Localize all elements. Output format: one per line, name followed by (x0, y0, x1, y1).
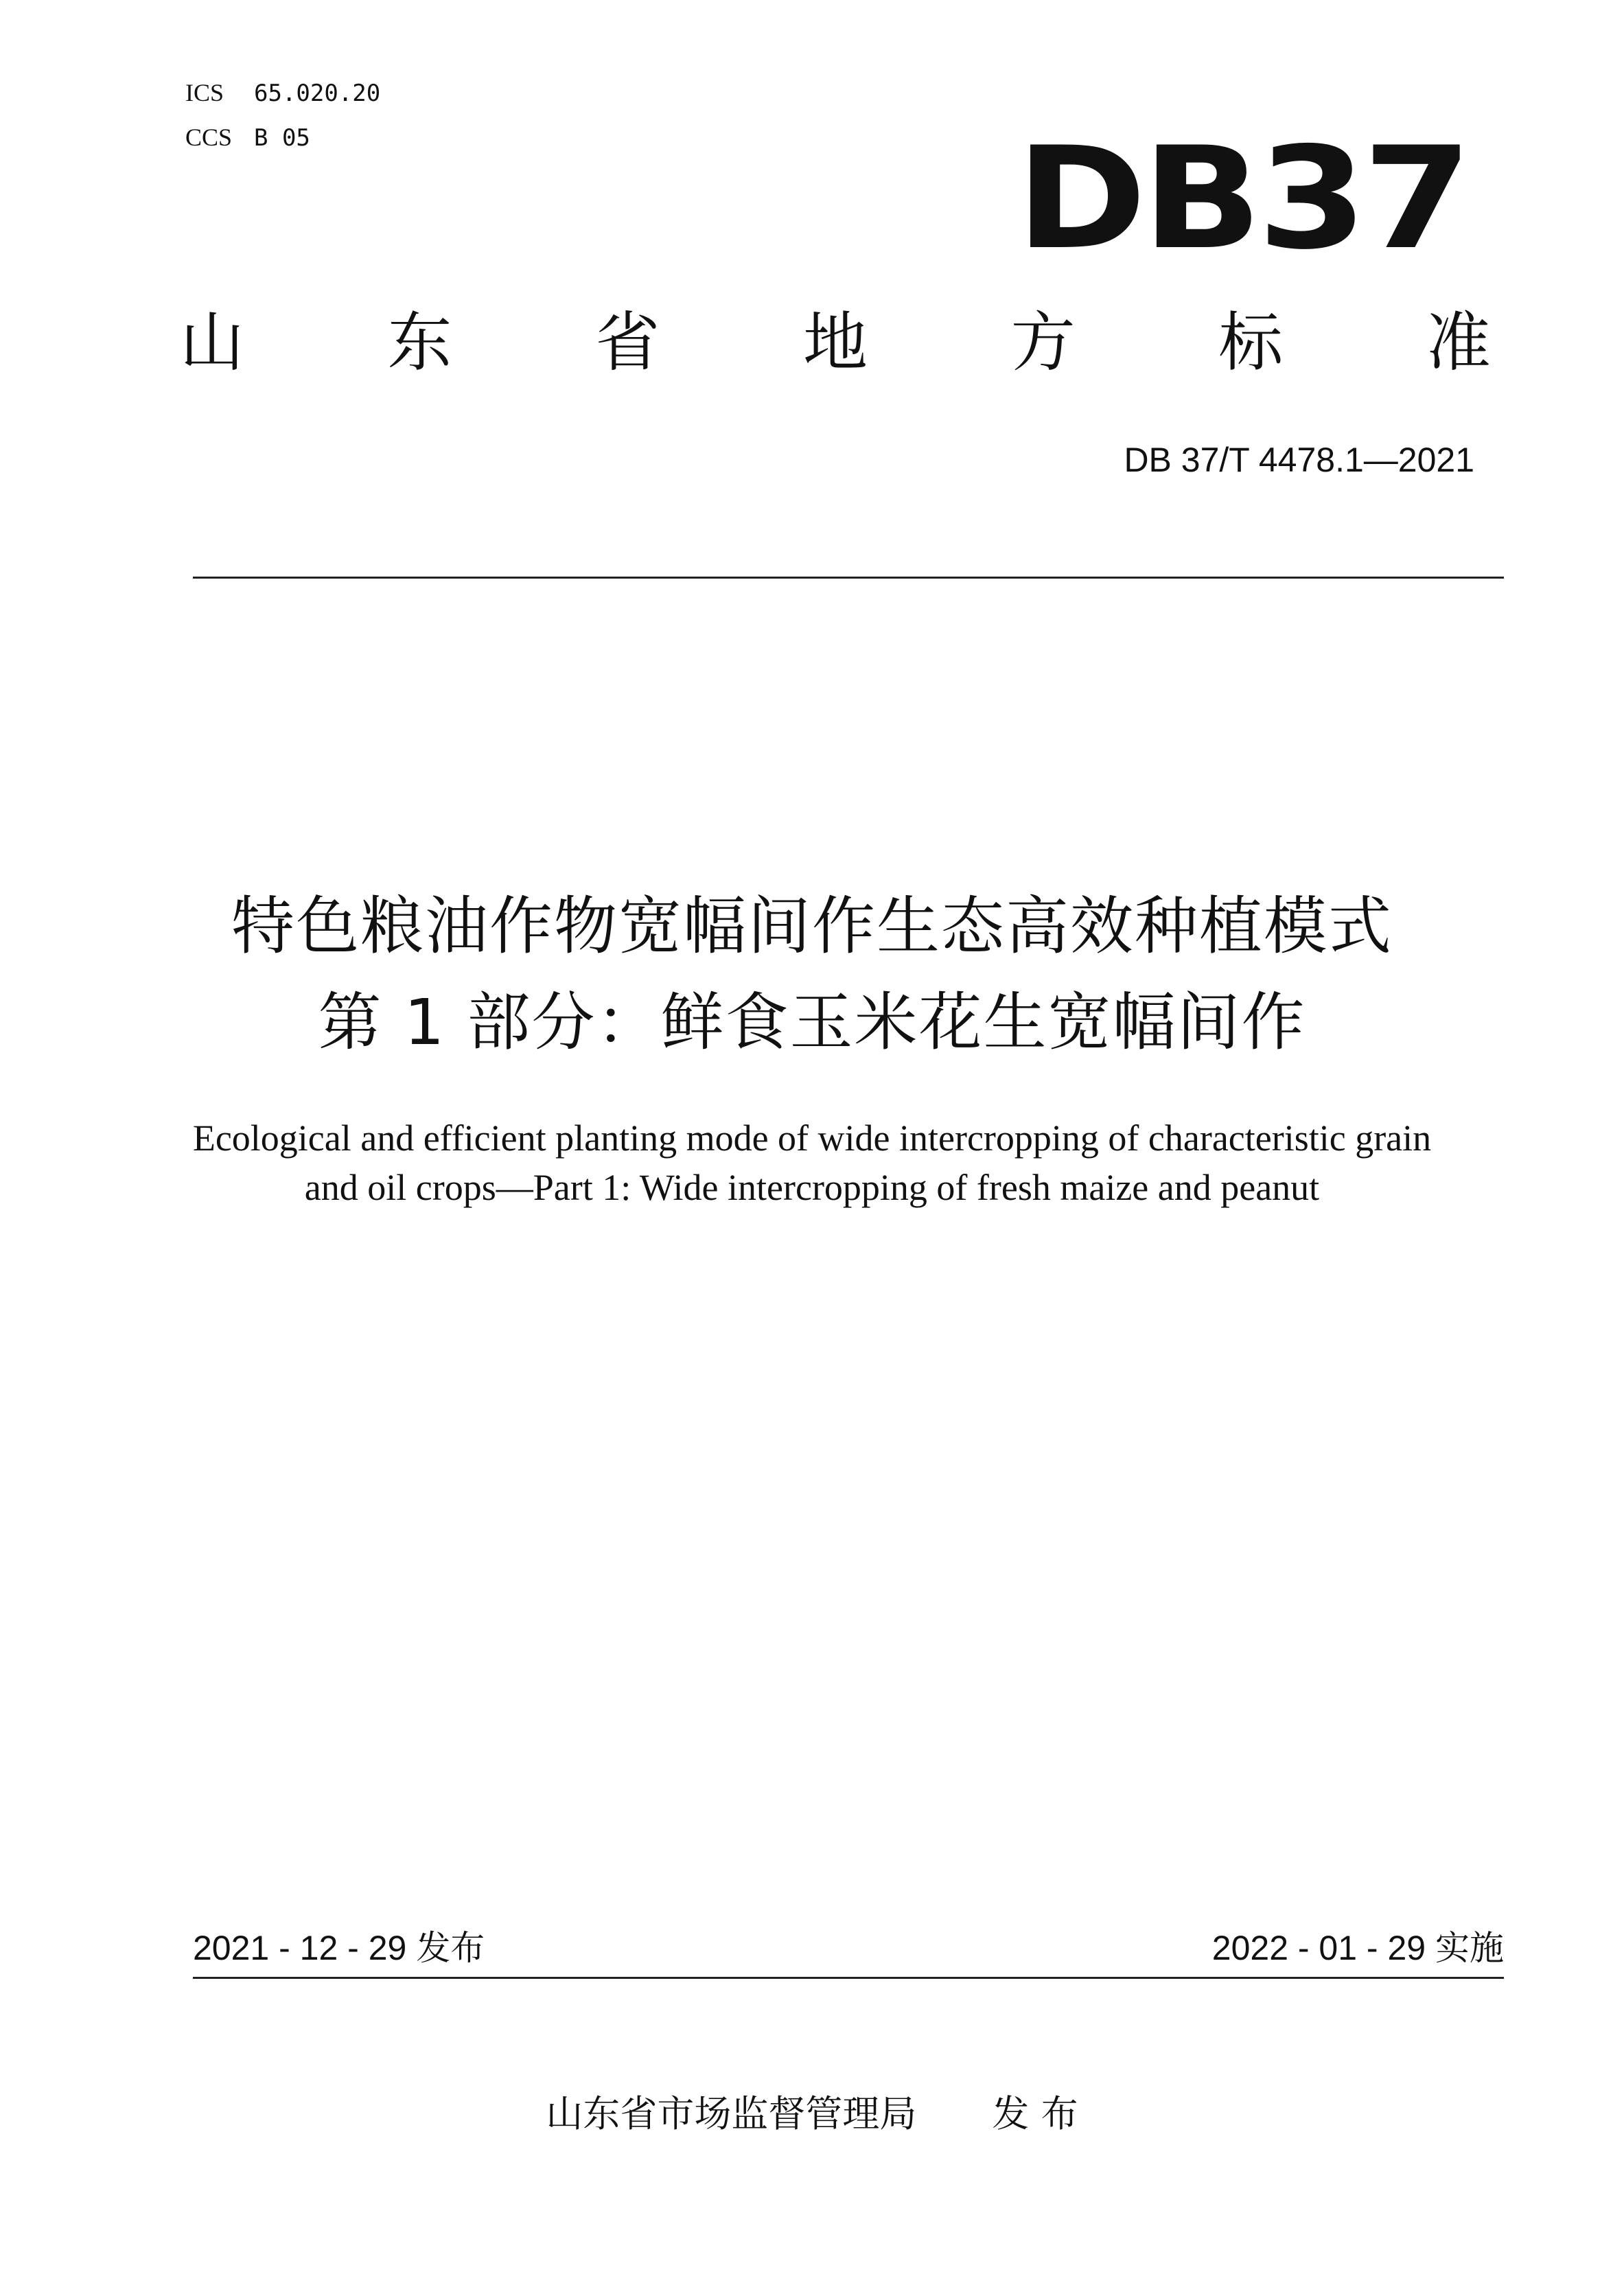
bottom-divider (193, 1977, 1504, 1979)
db37-logo: DB37 (1016, 117, 1468, 281)
issue-date: 2021 - 12 - 29 发布 (193, 1929, 485, 1967)
title-cn-line1: 特色粮油作物宽幅间作生态高效种植模式 (231, 890, 1393, 963)
publisher-line (0, 2092, 1624, 2136)
title-cn-line2: 第 1 部分：鲜食玉米花生宽幅间作 (318, 986, 1306, 1059)
standard-type-char: 山 (180, 305, 245, 380)
standard-type-char: 省 (595, 305, 660, 380)
ics-label: ICS (185, 79, 224, 106)
standard-type-char: 标 (1218, 305, 1284, 380)
title-en-line1: Ecological and efficient planting mode of wide intercropping of characteristic grain (192, 1117, 1432, 1159)
standard-type-heading (180, 305, 1491, 381)
ccs-code (185, 124, 310, 152)
implementation-date: 2022 - 01 - 29 实施 (1211, 1929, 1504, 1967)
publisher-org: 山东省市场监督管理局 (546, 2092, 917, 2135)
publisher-action: 发 布 (992, 2092, 1078, 2135)
standard-type-char: 东 (387, 305, 452, 380)
ccs-value: B 05 (254, 124, 310, 152)
standard-type-char: 方 (1010, 305, 1076, 380)
ccs-label: CCS (185, 124, 233, 151)
title-en-line2: and oil crops—Part 1: Wide intercropping of fresh maize and peanut (304, 1167, 1320, 1208)
ics-code (185, 79, 380, 107)
ics-value: 65.020.20 (254, 80, 381, 107)
standard-type-char: 准 (1426, 305, 1491, 380)
standard-number: DB 37/T 4478.1—2021 (1124, 441, 1474, 479)
top-divider (193, 577, 1504, 579)
standard-type-char: 地 (802, 305, 868, 380)
